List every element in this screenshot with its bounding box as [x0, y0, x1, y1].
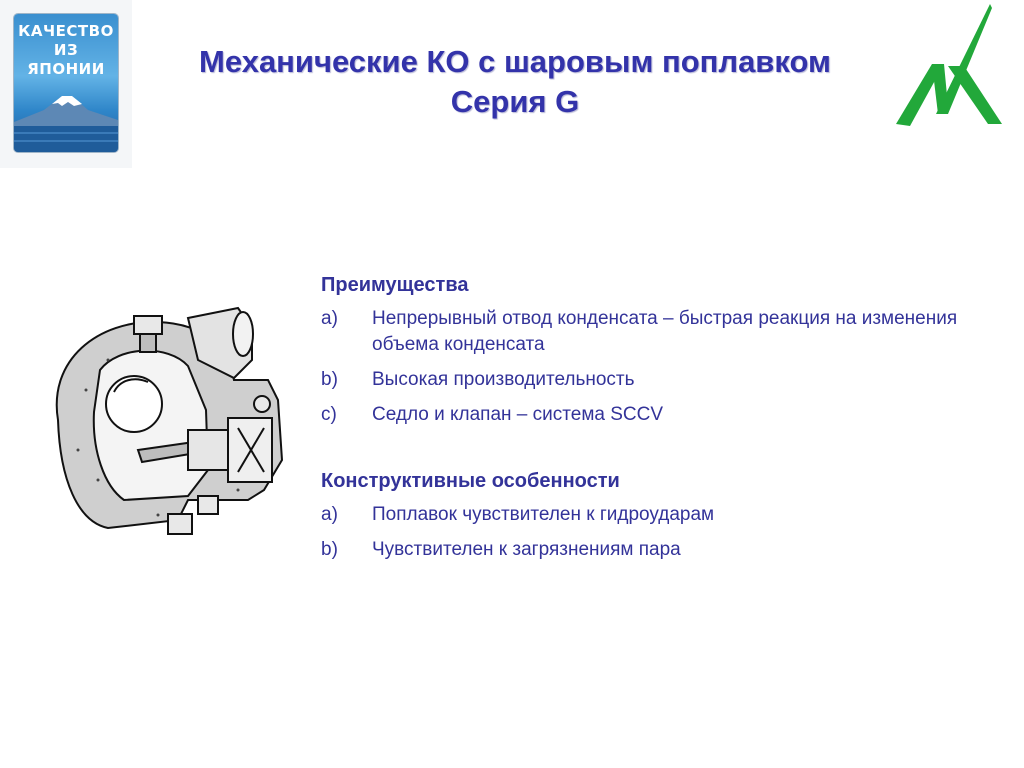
list-item-text: Высокая производительность [372, 369, 635, 390]
steam-trap-cutaway-icon [38, 300, 293, 560]
list-item [321, 537, 981, 563]
list-marker: b) [321, 539, 338, 560]
quality-badge-image [14, 14, 118, 152]
list-item-text: Чувствителен к загрязнениям пара [372, 539, 681, 560]
list-item [321, 367, 981, 393]
features-section [321, 470, 981, 563]
list-marker: b) [321, 369, 338, 390]
list-item [321, 402, 981, 428]
list-marker: a) [321, 504, 338, 525]
mount-fuji-icon [14, 92, 118, 152]
badge-line-1: КАЧЕСТВО [18, 22, 114, 40]
badge-line-3: ЯПОНИИ [27, 60, 105, 78]
advantages-heading: Преимущества [321, 274, 469, 296]
list-item-text: Седло и клапан – система SCCV [372, 404, 664, 425]
title-line-2: Серия G [450, 84, 580, 119]
advantages-section [321, 274, 981, 428]
list-item [321, 502, 981, 528]
features-heading: Конструктивные особенности [321, 470, 620, 492]
title-line-1: Механические КО с шаровым поплавком [199, 44, 831, 79]
page-title [160, 42, 870, 122]
list-item [321, 306, 981, 358]
list-item-text: Непрерывный отвод конденсата – быстрая реакция на изменения объема конденсата [372, 308, 958, 355]
badge-line-2: ИЗ [53, 41, 79, 59]
content-area [321, 274, 981, 563]
green-m-logo-icon [892, 2, 1004, 140]
list-marker: c) [321, 404, 337, 425]
list-item-text: Поплавок чувствителен к гидроударам [372, 504, 715, 525]
quality-badge [0, 0, 132, 168]
list-marker: a) [321, 308, 338, 329]
